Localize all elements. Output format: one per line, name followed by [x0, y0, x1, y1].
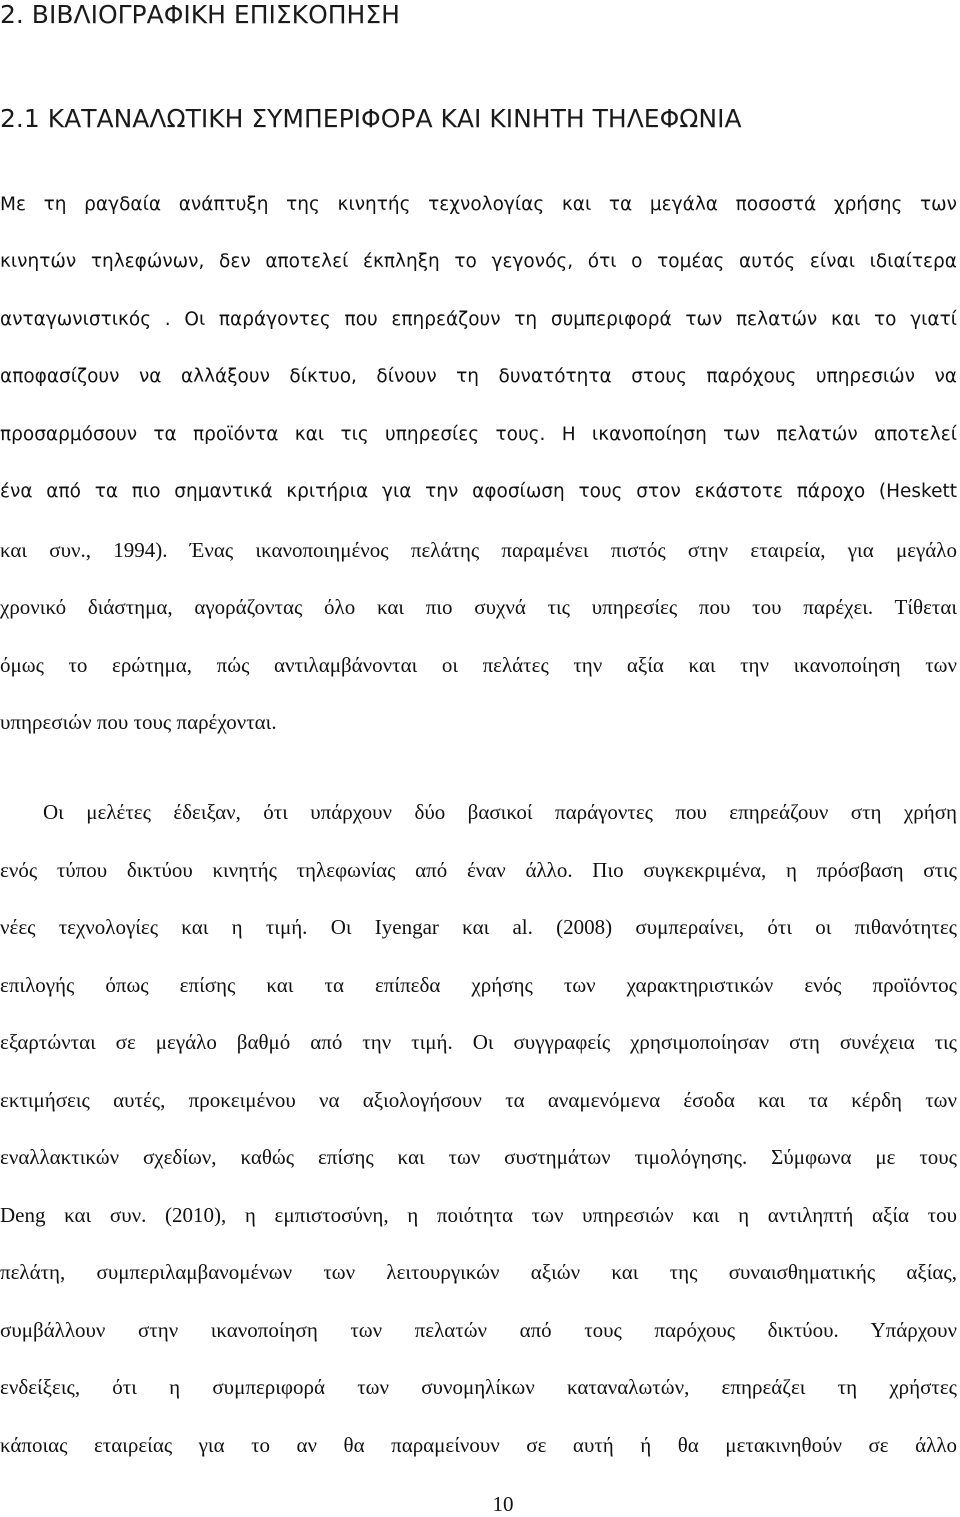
paragraph-2-line: επιλογής όπως επίσης και τα επίπεδα χρήσης των χαρακτηριστικών ενός προϊόντος: [0, 973, 957, 997]
chapter-heading: 2. ΒΙΒΛΙΟΓΡΑΦΙΚΗ ΕΠΙΣΚΟΠΗΣΗ: [0, 0, 400, 29]
paragraph-2-line: ενός τύπου δικτύου κινητής τηλεφωνίας από έναν άλλο. Πιο συγκεκριμένα, η πρόσβαση στις: [0, 858, 957, 882]
paragraph-2-line: κάποιας εταιρείας για το αν θα παραμείνουν σε αυτή ή θα μετακινηθούν σε άλλο: [0, 1433, 957, 1457]
paragraph-1-line: χρονικό διάστημα, αγοράζοντας όλο και πιο συχνά τις υπηρεσίες που του παρέχει. Τίθεται: [0, 595, 957, 619]
paragraph-2-line: νέες τεχνολογίες και η τιμή. Οι Iyengar και al. (2008) συμπεραίνει, ότι οι πιθανότητες: [0, 915, 957, 939]
page-number: 10: [492, 1492, 514, 1516]
paragraph-2-line: Deng και συν. (2010), η εμπιστοσύνη, η ποιότητα των υπηρεσιών και η αντιληπτή αξία του: [0, 1203, 957, 1227]
paragraph-2-line: Οι μελέτες έδειξαν, ότι υπάρχουν δύο βασικοί παράγοντες που επηρεάζουν στη χρήση: [43, 800, 957, 824]
paragraph-1-line: όμως το ερώτημα, πώς αντιλαμβάνονται οι πελάτες την αξία και την ικανοποίηση των: [0, 653, 957, 677]
paragraph-1-line: ένα από τα πιο σημαντικά κριτήρια για την αφοσίωση τους στον εκάστοτε πάροχο (Heskett: [0, 481, 957, 502]
paragraph-2-line: συμβάλλουν στην ικανοποίηση των πελατών από τους παρόχους δικτύου. Υπάρχουν: [0, 1318, 957, 1342]
paragraph-1-line: ανταγωνιστικός . Οι παράγοντες που επηρεάζουν τη συμπεριφορά των πελατών και το γιατί: [0, 309, 957, 330]
paragraph-2-line: ενδείξεις, ότι η συμπεριφορά των συνομηλίκων καταναλωτών, επηρεάζει τη χρήστες: [0, 1375, 957, 1399]
paragraph-2-line: εξαρτώνται σε μεγάλο βαθμό από την τιμή. Οι συγγραφείς χρησιμοποίησαν στη συνέχεια τις: [0, 1030, 957, 1054]
paragraph-1-line: κινητών τηλεφώνων, δεν αποτελεί έκπληξη το γεγονός, ότι ο τομέας αυτός είναι ιδιαίτερα: [0, 251, 957, 272]
paragraph-1-line: υπηρεσιών που τους παρέχονται.: [0, 710, 277, 734]
paragraph-1-line: και συν., 1994). Ένας ικανοποιημένος πελάτης παραμένει πιστός στην εταιρεία, για μεγάλο: [0, 538, 957, 562]
paragraph-1-line: αποφασίζουν να αλλάξουν δίκτυο, δίνουν τη δυνατότητα στους παρόχους υπηρεσιών να: [0, 366, 957, 387]
paragraph-1-line: Με τη ραγδαία ανάπτυξη της κινητής τεχνολογίας και τα μεγάλα ποσοστά χρήσης των: [0, 194, 957, 215]
section-heading: 2.1 ΚΑΤΑΝΑΛΩΤΙΚΗ ΣΥΜΠΕΡΙΦΟΡΑ ΚΑΙ ΚΙΝΗΤΗ ΤΗΛΕΦΩΝΙΑ: [0, 104, 742, 133]
paragraph-1-line: προσαρμόσουν τα προϊόντα και τις υπηρεσίες τους. Η ικανοποίηση των πελατών αποτελεί: [0, 424, 957, 445]
paragraph-2-line: εναλλακτικών σχεδίων, καθώς επίσης και των συστημάτων τιμολόγησης. Σύμφωνα με τους: [0, 1145, 957, 1169]
paragraph-2-line: εκτιμήσεις αυτές, προκειμένου να αξιολογήσουν τα αναμενόμενα έσοδα και τα κέρδη των: [0, 1088, 957, 1112]
paragraph-2-line: πελάτη, συμπεριλαμβανομένων των λειτουργικών αξιών και της συναισθηματικής αξίας,: [0, 1260, 957, 1284]
